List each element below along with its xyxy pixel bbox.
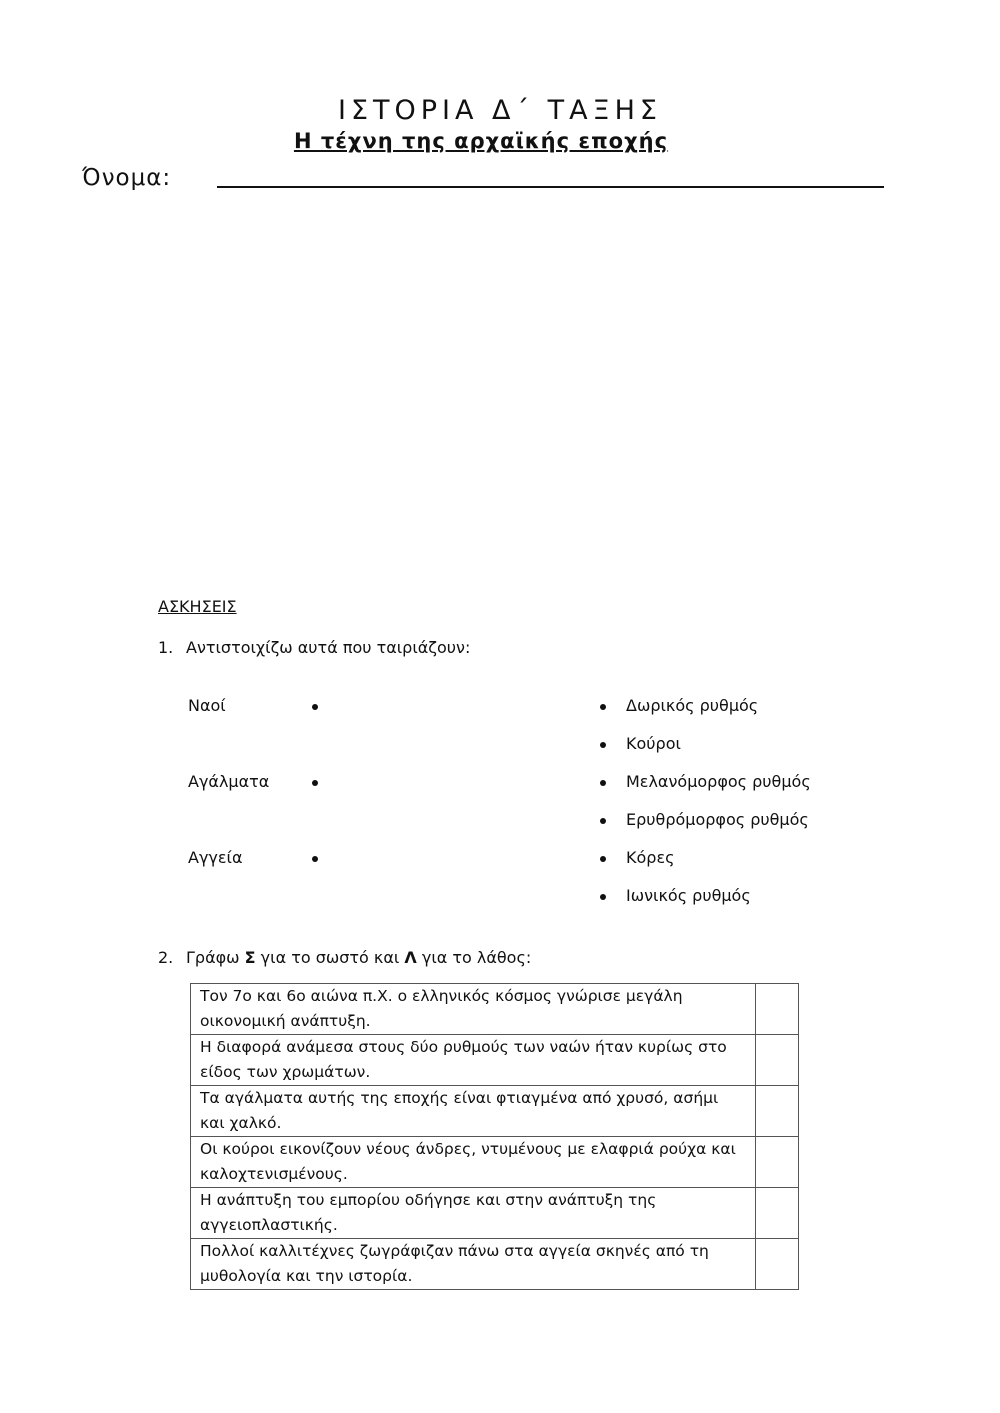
matching-left-label: Αγάλματα (188, 772, 270, 791)
question-2-text-part1: Γράφω (186, 948, 245, 967)
statement-cell (191, 1086, 756, 1137)
name-row (82, 165, 884, 195)
answer-cell[interactable] (756, 1086, 799, 1137)
name-label: Όνομα: (82, 165, 172, 191)
match-dot[interactable] (312, 856, 318, 862)
statement-line: Οι κούροι εικονίζουν νέους άνδρες, ντυμένους με ελαφριά ρούχα και (200, 1140, 736, 1158)
page-title: ΙΣΤΟΡΙΑ Δ΄ ΤΑΞΗΣ (337, 95, 662, 126)
statement-line: Η ανάπτυξη του εμπορίου οδήγησε και στην ανάπτυξη της (200, 1191, 657, 1209)
match-dot[interactable] (600, 780, 606, 786)
page-subtitle: Η τέχνη της αρχαϊκής εποχής (293, 129, 669, 153)
matching-right-label: Ερυθρόμορφος ρυθμός (626, 810, 809, 829)
answer-cell[interactable] (756, 984, 799, 1035)
match-dot[interactable] (600, 856, 606, 862)
statement-cell (191, 1035, 756, 1086)
matching-left-label: Αγγεία (188, 848, 243, 867)
exercises-heading: ΑΣΚΗΣΕΙΣ (158, 597, 237, 616)
matching-right-label: Κόρες (626, 848, 675, 867)
statement-cell (191, 1239, 756, 1290)
matching-right-label: Κούροι (626, 734, 681, 753)
table-row (191, 1086, 799, 1137)
matching-right-item[interactable] (598, 810, 858, 848)
statement-line: είδος των χρωμάτων. (200, 1063, 371, 1081)
question-2 (158, 948, 531, 967)
matching-left-item[interactable] (188, 696, 338, 772)
statement-line: Η διαφορά ανάμεσα στους δύο ρυθμούς των ναών ήταν κυρίως στο (200, 1038, 727, 1056)
match-dot[interactable] (312, 704, 318, 710)
matching-left-column (188, 696, 338, 924)
statement-line: Τα αγάλματα αυτής της εποχής είναι φτιαγμένα από χρυσό, ασήμι (200, 1089, 719, 1107)
table-row (191, 984, 799, 1035)
statement-cell (191, 1188, 756, 1239)
match-dot[interactable] (600, 742, 606, 748)
statement-line: Τον 7ο και 6ο αιώνα π.Χ. ο ελληνικός κόσμος γνώρισε μεγάλη (200, 987, 683, 1005)
statement-line: Πολλοί καλλιτέχνες ζωγράφιζαν πάνω στα αγγεία σκηνές από τη (200, 1242, 709, 1260)
match-dot[interactable] (312, 780, 318, 786)
answer-cell[interactable] (756, 1035, 799, 1086)
question-2-text-part3: για το λάθος: (416, 948, 532, 967)
table-row (191, 1188, 799, 1239)
statement-cell (191, 1137, 756, 1188)
statement-line: καλοχτενισμένους. (200, 1165, 348, 1183)
lambda-letter: Λ (404, 948, 417, 967)
question-1-number: 1. (158, 638, 174, 657)
question-1-text: Αντιστοιχίζω αυτά που ταιριάζουν: (186, 638, 471, 657)
matching-right-label: Δωρικός ρυθμός (626, 696, 759, 715)
table-row (191, 1035, 799, 1086)
matching-right-label: Μελανόμορφος ρυθμός (626, 772, 811, 791)
true-false-table (190, 983, 799, 1290)
matching-right-column (598, 696, 858, 924)
table-row (191, 1239, 799, 1290)
statement-line: οικονομική ανάπτυξη. (200, 1012, 371, 1030)
answer-cell[interactable] (756, 1137, 799, 1188)
matching-right-item[interactable] (598, 848, 858, 886)
statement-line: και χαλκό. (200, 1114, 282, 1132)
sigma-letter: Σ (244, 948, 256, 967)
name-input-line[interactable] (217, 186, 884, 188)
matching-left-item[interactable] (188, 848, 338, 924)
statement-line: μυθολογία και την ιστορία. (200, 1267, 413, 1285)
matching-left-item[interactable] (188, 772, 338, 848)
matching-right-item[interactable] (598, 734, 858, 772)
matching-left-label: Ναοί (188, 696, 226, 715)
question-1 (158, 638, 470, 657)
question-2-text-part2: για το σωστό και (255, 948, 405, 967)
answer-cell[interactable] (756, 1239, 799, 1290)
match-dot[interactable] (600, 894, 606, 900)
matching-right-label: Ιωνικός ρυθμός (626, 886, 751, 905)
table-row (191, 1137, 799, 1188)
match-dot[interactable] (600, 818, 606, 824)
matching-right-item[interactable] (598, 696, 858, 734)
matching-right-item[interactable] (598, 886, 858, 924)
statement-line: αγγειοπλαστικής. (200, 1216, 338, 1234)
answer-cell[interactable] (756, 1188, 799, 1239)
question-2-number: 2. (158, 948, 174, 967)
statement-cell (191, 984, 756, 1035)
matching-right-item[interactable] (598, 772, 858, 810)
match-dot[interactable] (600, 704, 606, 710)
